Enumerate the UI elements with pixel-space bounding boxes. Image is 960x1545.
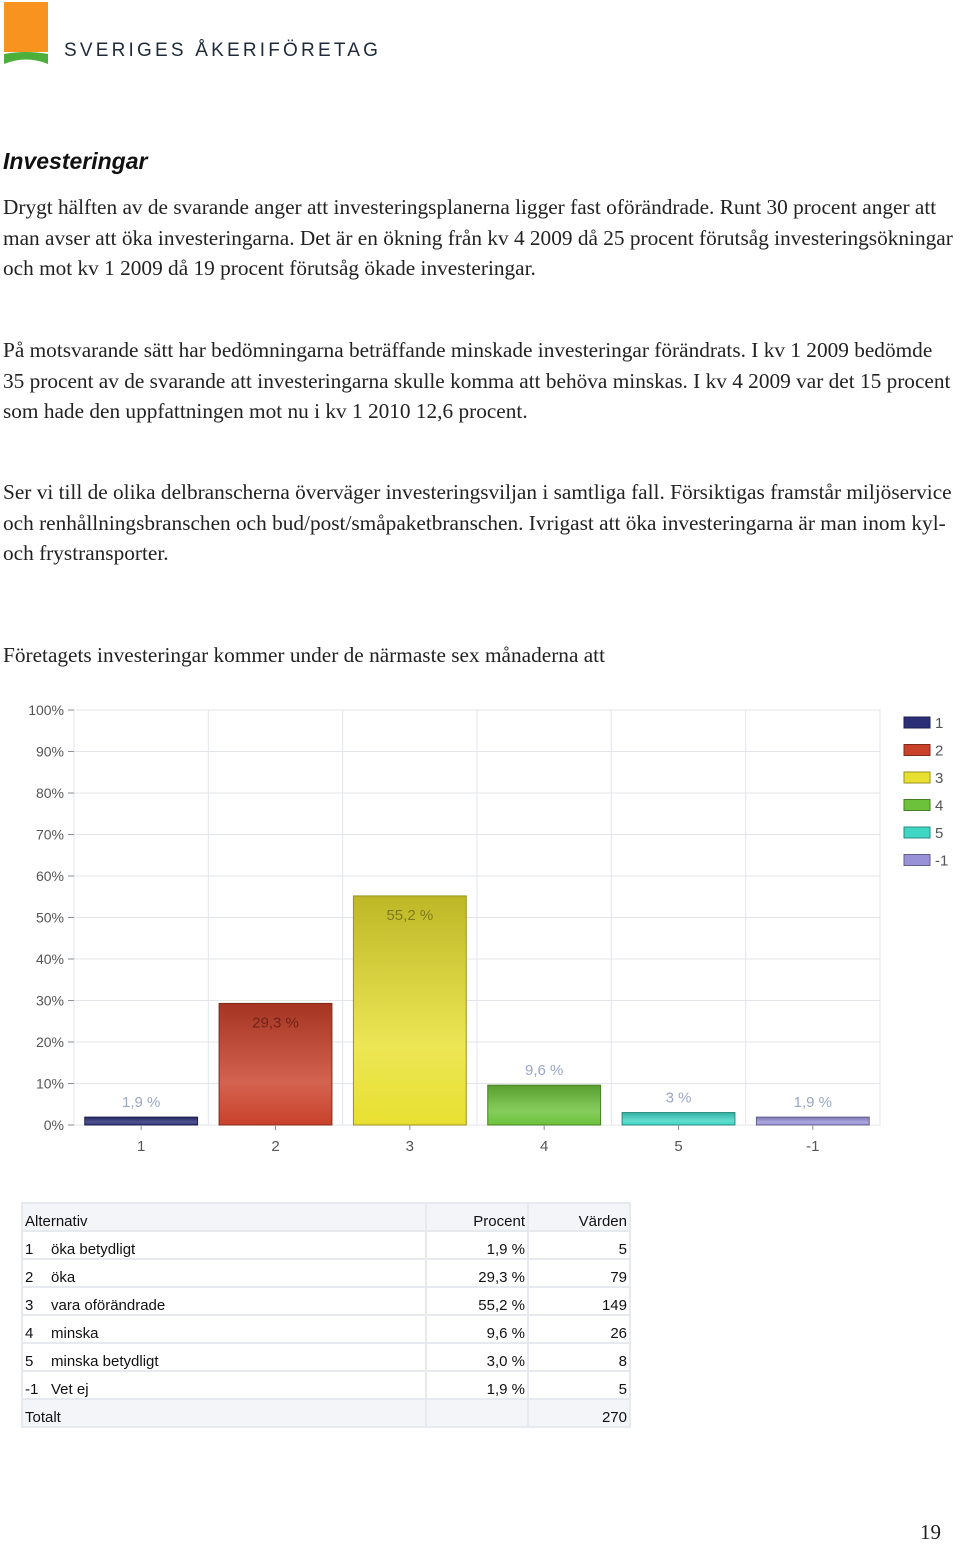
header-alternativ: Alternativ	[22, 1203, 426, 1231]
row-label: öka betydligt	[51, 1241, 136, 1258]
legend-label: -1	[935, 852, 949, 870]
row-percent: 1,9 %	[426, 1371, 528, 1399]
row-value: 5	[528, 1371, 630, 1399]
row-label: vara oförändrade	[51, 1297, 166, 1314]
row-label: Vet ej	[51, 1381, 89, 1398]
data-label: 9,6 %	[524, 1062, 564, 1080]
brand-name: SVERIGES ÅKERIFÖRETAG	[64, 40, 382, 61]
body-paragraph: På motsvarande sätt har bedömningarna beträffande minskade investeringar förändrats. I kv 1 2009 bedömde 35 procent av de svarande att investeringarna skulle komma att behöva minskas. I kv 4 2009 var det 15 procent som hade den uppfattningen mot nu i kv 1 2010 12,6 procent.	[3, 338, 951, 424]
table-row	[22, 1371, 630, 1399]
x-tick-label: 3	[405, 1138, 415, 1155]
row-percent: 29,3 %	[426, 1259, 528, 1287]
y-tick-label: 100%	[28, 702, 64, 718]
x-axis-ticks	[137, 1125, 820, 1155]
legend-swatch	[904, 772, 930, 783]
bar-chart	[0, 695, 960, 1165]
chart-gridlines	[74, 710, 880, 1125]
data-label: 1,9 %	[793, 1094, 833, 1112]
total-label: Totalt	[22, 1399, 426, 1427]
legend-swatch	[904, 745, 930, 756]
chart-legend	[904, 715, 948, 870]
total-value: 270	[528, 1399, 630, 1427]
y-tick-label: 60%	[35, 868, 64, 884]
row-label: minska	[51, 1325, 99, 1342]
bar-1	[85, 1117, 198, 1125]
legend-label: 4	[935, 797, 944, 815]
x-tick-label: 1	[136, 1138, 146, 1155]
data-label: 1,9 %	[121, 1094, 161, 1112]
table-row	[22, 1259, 630, 1287]
legend-swatch	[904, 717, 930, 728]
row-percent: 55,2 %	[426, 1287, 528, 1315]
row-percent: 1,9 %	[426, 1231, 528, 1259]
body-paragraph: Ser vi till de olika delbranscherna överväger investeringsviljan i samtliga fall. Försiktigas framstår miljöservice och renhållningsbranschen och bud/post/småpaketbranschen. Ivrigast att öka investeringarna är man inom kyl- och frystransporter.	[3, 480, 952, 566]
page-number: 19	[920, 1520, 941, 1544]
logo-orange-block	[4, 2, 48, 52]
y-tick-label: 50%	[35, 909, 64, 926]
row-number: 4	[25, 1325, 34, 1342]
section-title: Investeringar	[3, 148, 148, 174]
table-header-row	[22, 1203, 630, 1231]
header-procent: Procent	[426, 1203, 528, 1231]
y-tick-label: 30%	[35, 992, 64, 1009]
legend-swatch	[904, 800, 930, 811]
row-percent: 9,6 %	[426, 1315, 528, 1343]
row-value: 8	[528, 1343, 630, 1371]
row-value: 149	[528, 1287, 630, 1315]
legend-swatch	[904, 827, 930, 838]
body-paragraph: Drygt hälften av de svarande anger att investeringsplanerna ligger fast oförändrade. Runt 30 procent anger att man avser att öka investeringarna. Det är en ökning från kv 4 2009 då 25 procent förutsåg investeringsökningar och mot kv 1 2009 då 19 procent förutsåg ökade investeringar.	[3, 195, 953, 281]
data-label: 55,2 %	[386, 906, 434, 924]
bar--1	[756, 1117, 869, 1125]
y-tick-label: 20%	[35, 1034, 64, 1050]
y-tick-label: 70%	[35, 826, 64, 843]
y-tick-label: 0%	[43, 1117, 64, 1133]
legend-label: 2	[935, 742, 944, 760]
row-value: 79	[528, 1259, 630, 1287]
row-number: -1	[25, 1381, 39, 1398]
brand-logo	[4, 2, 382, 66]
row-value: 5	[528, 1231, 630, 1259]
results-table	[21, 1202, 631, 1428]
legend-label: 5	[935, 825, 944, 842]
bar-5	[622, 1113, 735, 1125]
row-number: 3	[25, 1297, 34, 1314]
table-total-row	[22, 1399, 630, 1427]
row-number: 5	[25, 1353, 34, 1370]
header-varden: Värden	[528, 1203, 630, 1231]
row-label: öka	[51, 1269, 76, 1286]
y-tick-label: 10%	[35, 1075, 64, 1092]
bar-4	[488, 1085, 601, 1125]
row-percent: 3,0 %	[426, 1343, 528, 1371]
data-label: 29,3 %	[252, 1014, 299, 1032]
y-tick-label: 90%	[35, 743, 64, 760]
y-axis-ticks	[28, 702, 74, 1133]
legend-label: 3	[935, 770, 944, 787]
y-tick-label: 80%	[35, 785, 64, 801]
table-row	[22, 1287, 630, 1315]
total-percent-empty	[426, 1399, 528, 1427]
bar-3	[353, 896, 466, 1125]
logo-green-swoosh	[4, 52, 48, 64]
chart-heading: Företagets investeringar kommer under de närmaste sex månaderna att	[3, 643, 606, 667]
row-label: minska betydligt	[51, 1353, 159, 1370]
data-label: 3 %	[665, 1089, 692, 1107]
x-tick-label: -1	[806, 1138, 820, 1155]
legend-label: 1	[935, 715, 944, 732]
legend-swatch	[904, 855, 930, 866]
table-row	[22, 1343, 630, 1371]
y-tick-label: 40%	[35, 951, 64, 967]
row-number: 2	[25, 1269, 34, 1286]
row-value: 26	[528, 1315, 630, 1343]
table-row	[22, 1231, 630, 1259]
x-tick-label: 4	[539, 1138, 549, 1155]
x-tick-label: 2	[271, 1138, 280, 1155]
table-row	[22, 1315, 630, 1343]
x-tick-label: 5	[674, 1138, 683, 1155]
row-number: 1	[25, 1241, 34, 1258]
